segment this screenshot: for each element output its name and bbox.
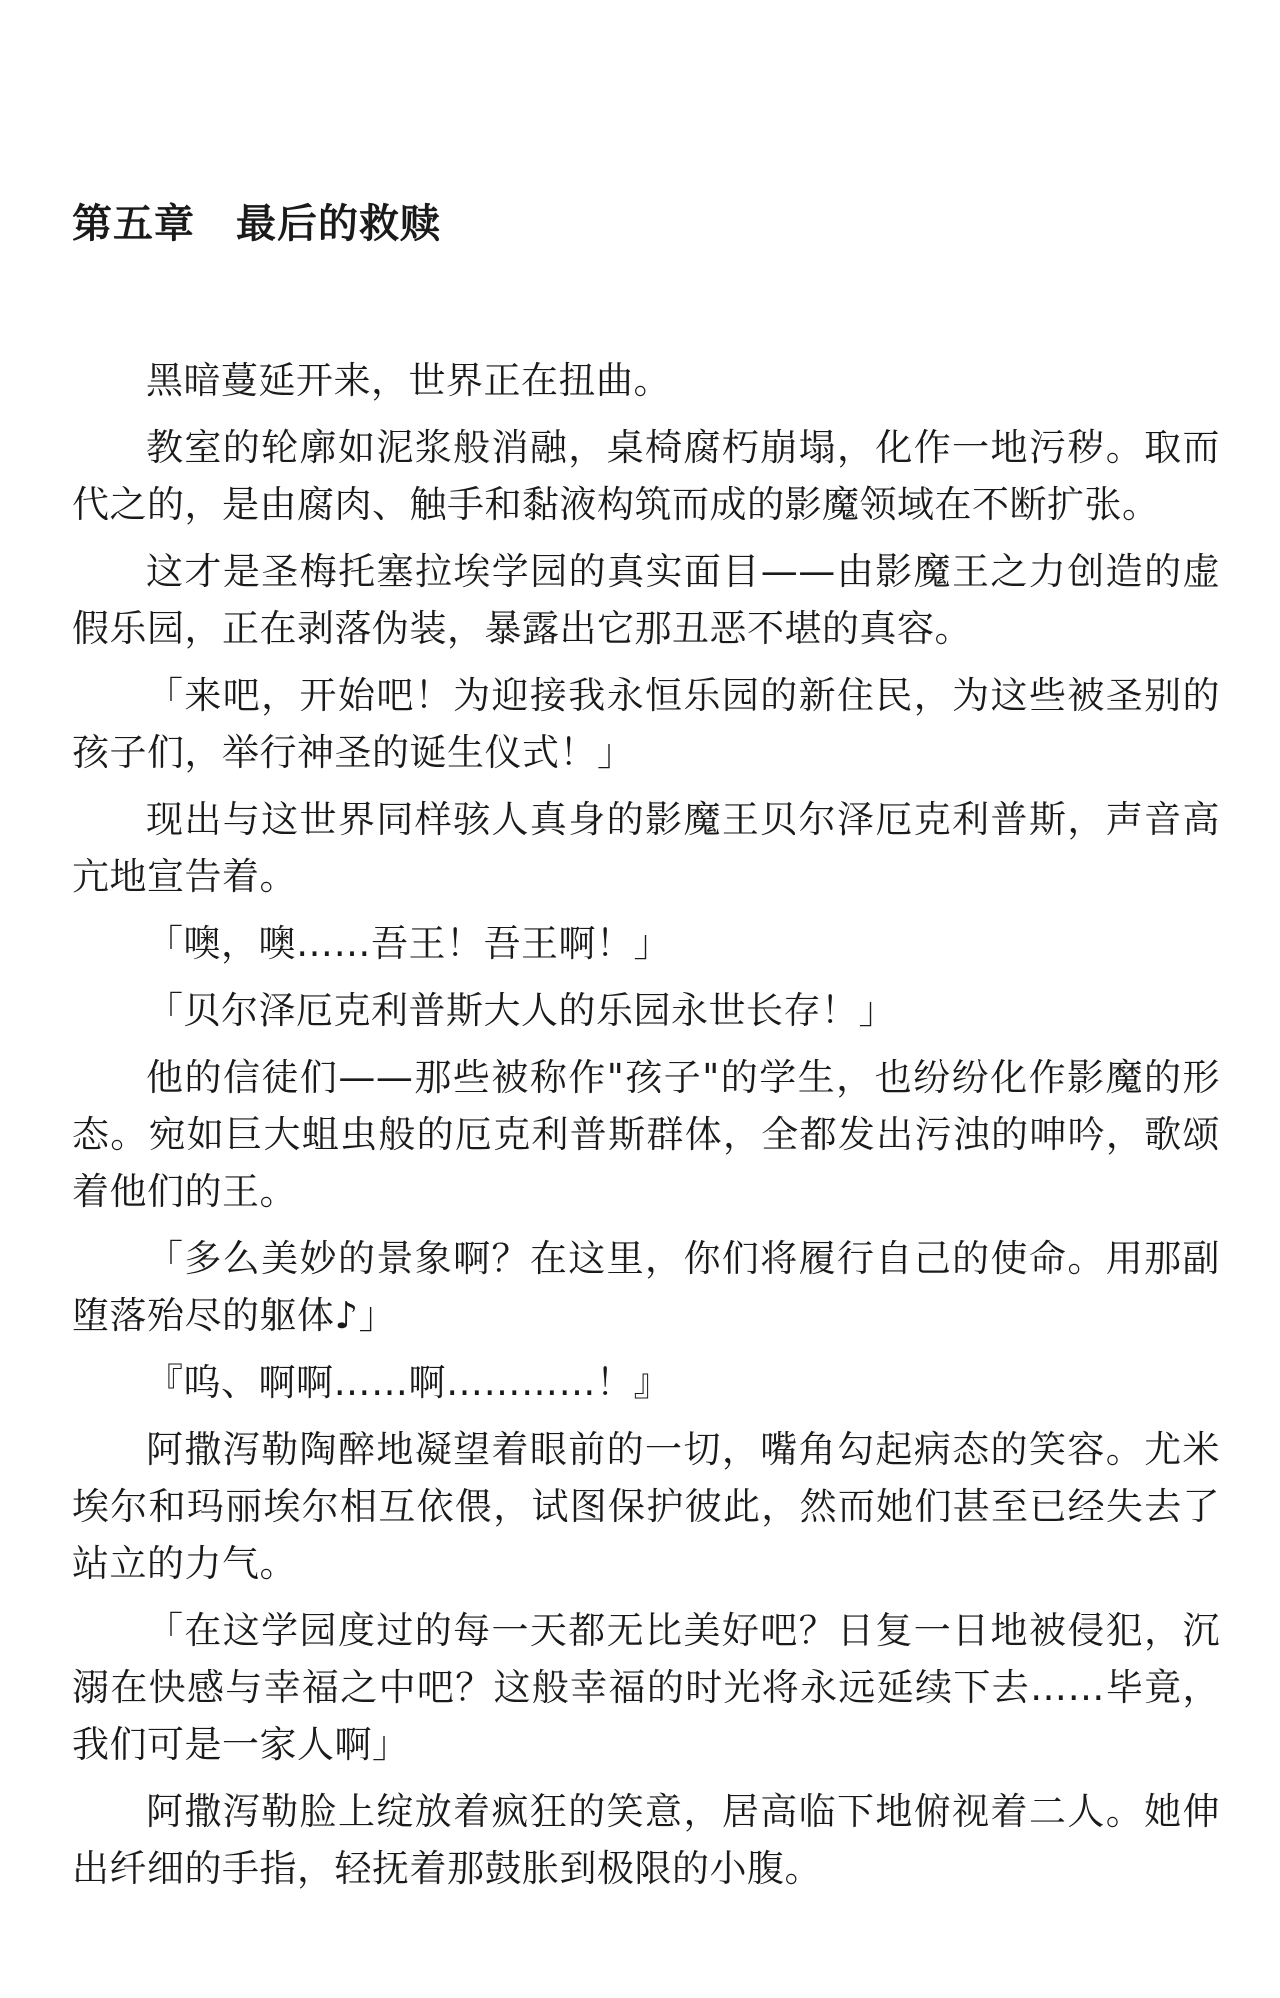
- paragraph: 阿撒泻勒陶醉地凝望着眼前的一切，嘴角勾起病态的笑容。尤米埃尔和玛丽埃尔相互依偎，试图保护彼此，然而她们甚至已经失去了站立的力气。: [72, 1428, 1220, 1585]
- paragraph: 「来吧，开始吧！为迎接我永恒乐园的新住民，为这些被圣别的孩子们，举行神圣的诞生仪式！」: [72, 674, 1220, 774]
- paragraph: 现出与这世界同样骇人真身的影魔王贝尔泽厄克利普斯，声音高亢地宣告着。: [72, 798, 1220, 898]
- paragraph: 黑暗蔓延开来，世界正在扭曲。: [146, 359, 671, 402]
- paragraph: 「贝尔泽厄克利普斯大人的乐园永世长存！」: [146, 989, 896, 1032]
- body-text: [72, 352, 1220, 1907]
- paragraph: 「多么美妙的景象啊？在这里，你们将履行自己的使命。用那副堕落殆尽的躯体♪」: [72, 1237, 1220, 1337]
- chapter-title: 第五章 最后的救赎: [72, 201, 441, 247]
- paragraph: 教室的轮廓如泥浆般消融，桌椅腐朽崩塌，化作一地污秽。取而代之的，是由腐肉、触手和黏液构筑而成的影魔领域在不断扩张。: [72, 426, 1220, 526]
- paragraph: 『呜、啊啊……啊…………！』: [146, 1361, 671, 1404]
- paragraph: 他的信徒们——那些被称作"孩子"的学生，也纷纷化作影魔的形态。宛如巨大蛆虫般的厄克利普斯群体，全都发出污浊的呻吟，歌颂着他们的王。: [72, 1056, 1220, 1213]
- paragraph: 阿撒泻勒脸上绽放着疯狂的笑意，居高临下地俯视着二人。她伸出纤细的手指，轻抚着那鼓胀到极限的小腹。: [72, 1790, 1220, 1890]
- paragraph: 「在这学园度过的每一天都无比美好吧？日复一日地被侵犯，沉溺在快感与幸福之中吧？这般幸福的时光将永远延续下去……毕竟，我们可是一家人啊」: [72, 1609, 1220, 1766]
- paragraph: 「噢，噢……吾王！吾王啊！」: [146, 922, 671, 965]
- paragraph: 这才是圣梅托塞拉埃学园的真实面目——由影魔王之力创造的虚假乐园，正在剥落伪装，暴露出它那丑恶不堪的真容。: [72, 550, 1220, 650]
